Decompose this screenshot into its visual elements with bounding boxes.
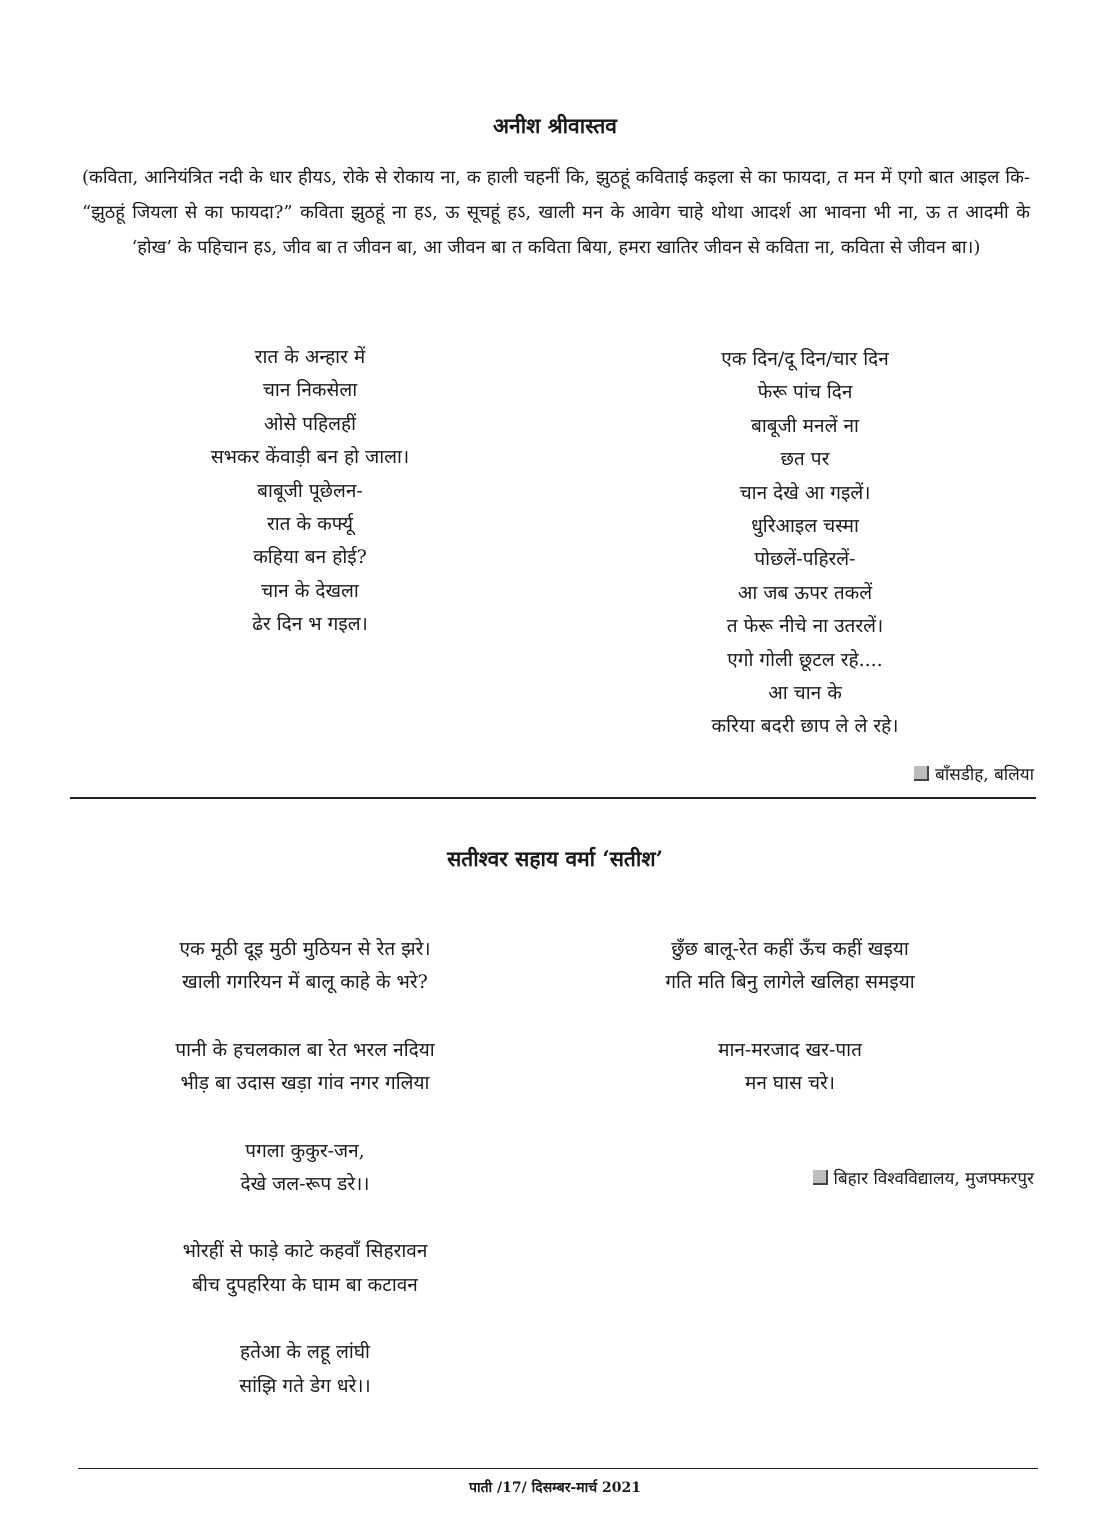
poem-line: चान निकसेला bbox=[262, 379, 358, 402]
poem-line: हतेआ के लहू लांघी bbox=[240, 1341, 370, 1364]
stanza-gap bbox=[120, 1101, 490, 1135]
square-bullet-icon bbox=[914, 766, 929, 781]
signature-text: बाँसडीह, बलिया bbox=[935, 765, 1034, 785]
poem-line: धुरिआइल चस्मा bbox=[751, 515, 859, 538]
poem-line: आ जब ऊपर तकलें bbox=[737, 581, 873, 604]
section1-signature bbox=[914, 762, 1034, 785]
poem-line: छत पर bbox=[780, 448, 830, 471]
section1-author: अनीश श्रीवास्तव bbox=[493, 113, 617, 138]
stanza-gap bbox=[120, 1000, 490, 1034]
section1-intro: (कविता, आनियंत्रित नदी के धार हीयऽ, रोके से रोकाय ना, क हाली चहनीं कि, झुठहूं कविताई कइला से का फायदा, त मन में एगो बात आइल कि- “झुठहूं जियला से का फायदा?” कविता झुठहूं ना हऽ, ऊ सूचहूं हऽ, खाली मन के आवेग चाहे थोथा आदर्श आ भावना भी ना, ऊ त आदमी के ‘होख’ के पहिचान हऽ, जीव बा त जीवन बा, आ जीवन बा त कविता बिया, हमरा खातिर जीवन से कविता ना, कविता से जीवन बा।) bbox=[82, 167, 1030, 258]
section-divider bbox=[70, 797, 1036, 799]
square-bullet-icon bbox=[813, 1170, 828, 1185]
poem-line: कहिया बन होई? bbox=[253, 546, 367, 569]
poem-line: मन घास चरे। bbox=[744, 1072, 836, 1095]
poem-line: गति मति बिनु लागेले खलिहा समइया bbox=[665, 971, 915, 994]
section2-author: सतीश्वर सहाय वर्मा ‘सतीश’ bbox=[447, 846, 663, 871]
poem-left-column bbox=[150, 341, 470, 642]
stanza-gap bbox=[120, 1302, 490, 1336]
poem2-left-column bbox=[120, 933, 490, 1403]
poem-line: रात के कर्फ्यू bbox=[266, 513, 354, 536]
section2-signature bbox=[813, 1166, 1034, 1189]
poem-line: एक मूठी दूइ मुठी मुठियन से रेत झरे। bbox=[179, 938, 431, 960]
poem-line: पानी के हचलकाल बा रेत भरल नदिया bbox=[175, 1038, 435, 1061]
poem-right-column bbox=[620, 343, 990, 744]
poem-line: रात के अन्हार में bbox=[254, 346, 366, 368]
poem-line: बीच दुपहरिया के घाम बा कटावन bbox=[192, 1273, 418, 1296]
poem-line: करिया बदरी छाप ले ले रहे। bbox=[711, 715, 899, 738]
poem-line: खाली गगरियन में बालू काहे के भरे? bbox=[182, 971, 428, 994]
poem-line: देखे जल-रूप डरे।। bbox=[240, 1173, 370, 1196]
poem-line: ओसे पहिलहीं bbox=[263, 412, 356, 435]
poem-line: बाबूजी पूछेलन- bbox=[257, 479, 363, 502]
poem-line: चान के देखला bbox=[261, 579, 359, 602]
stanza-gap bbox=[120, 1201, 490, 1235]
signature-text: बिहार विश्वविद्यालय, मुजफ्फरपुर bbox=[833, 1169, 1034, 1189]
poem-line: सभकर केंवाड़ी बन हो जाला। bbox=[210, 446, 410, 469]
poem-line: भोरहीं से फाड़े काटे कहवाँ सिहरावन bbox=[182, 1240, 428, 1263]
poem2-right-column bbox=[610, 933, 970, 1101]
poem-line: चान देखे आ गइलें। bbox=[739, 481, 871, 504]
poem-line: बाबूजी मनलें ना bbox=[751, 414, 859, 437]
poem-line: त फेरू नीचे ना उतरलें। bbox=[726, 615, 884, 638]
poem-line: सांझि गते डेग धरे।। bbox=[239, 1374, 371, 1397]
poem-line: मान-मरजाद खर-पात bbox=[718, 1038, 862, 1061]
poem-line: एक दिन/दू दिन/चार दिन bbox=[721, 348, 889, 370]
poem-line: आ चान के bbox=[768, 682, 842, 705]
poem-line: ढेर दिन भ गइल। bbox=[252, 613, 368, 636]
poem-line: एगो गोली छूटल रहे.... bbox=[727, 648, 883, 671]
stanza-gap bbox=[610, 1000, 970, 1034]
page-footer: पाती /17/ दिसम्बर-मार्च 2021 bbox=[469, 1480, 641, 1496]
poem-line: पोछलें-पहिरलें- bbox=[754, 548, 856, 571]
poem-line: फेरू पांच दिन bbox=[757, 381, 853, 404]
poem-line: पगला कुकुर-जन, bbox=[245, 1139, 365, 1162]
poem-line: छुँछ बालू-रेत कहीं ऊँच कहीं खइया bbox=[671, 938, 909, 960]
poem-line: भीड़ बा उदास खड़ा गांव नगर गलिया bbox=[180, 1072, 430, 1095]
footer-rule bbox=[78, 1468, 1038, 1469]
